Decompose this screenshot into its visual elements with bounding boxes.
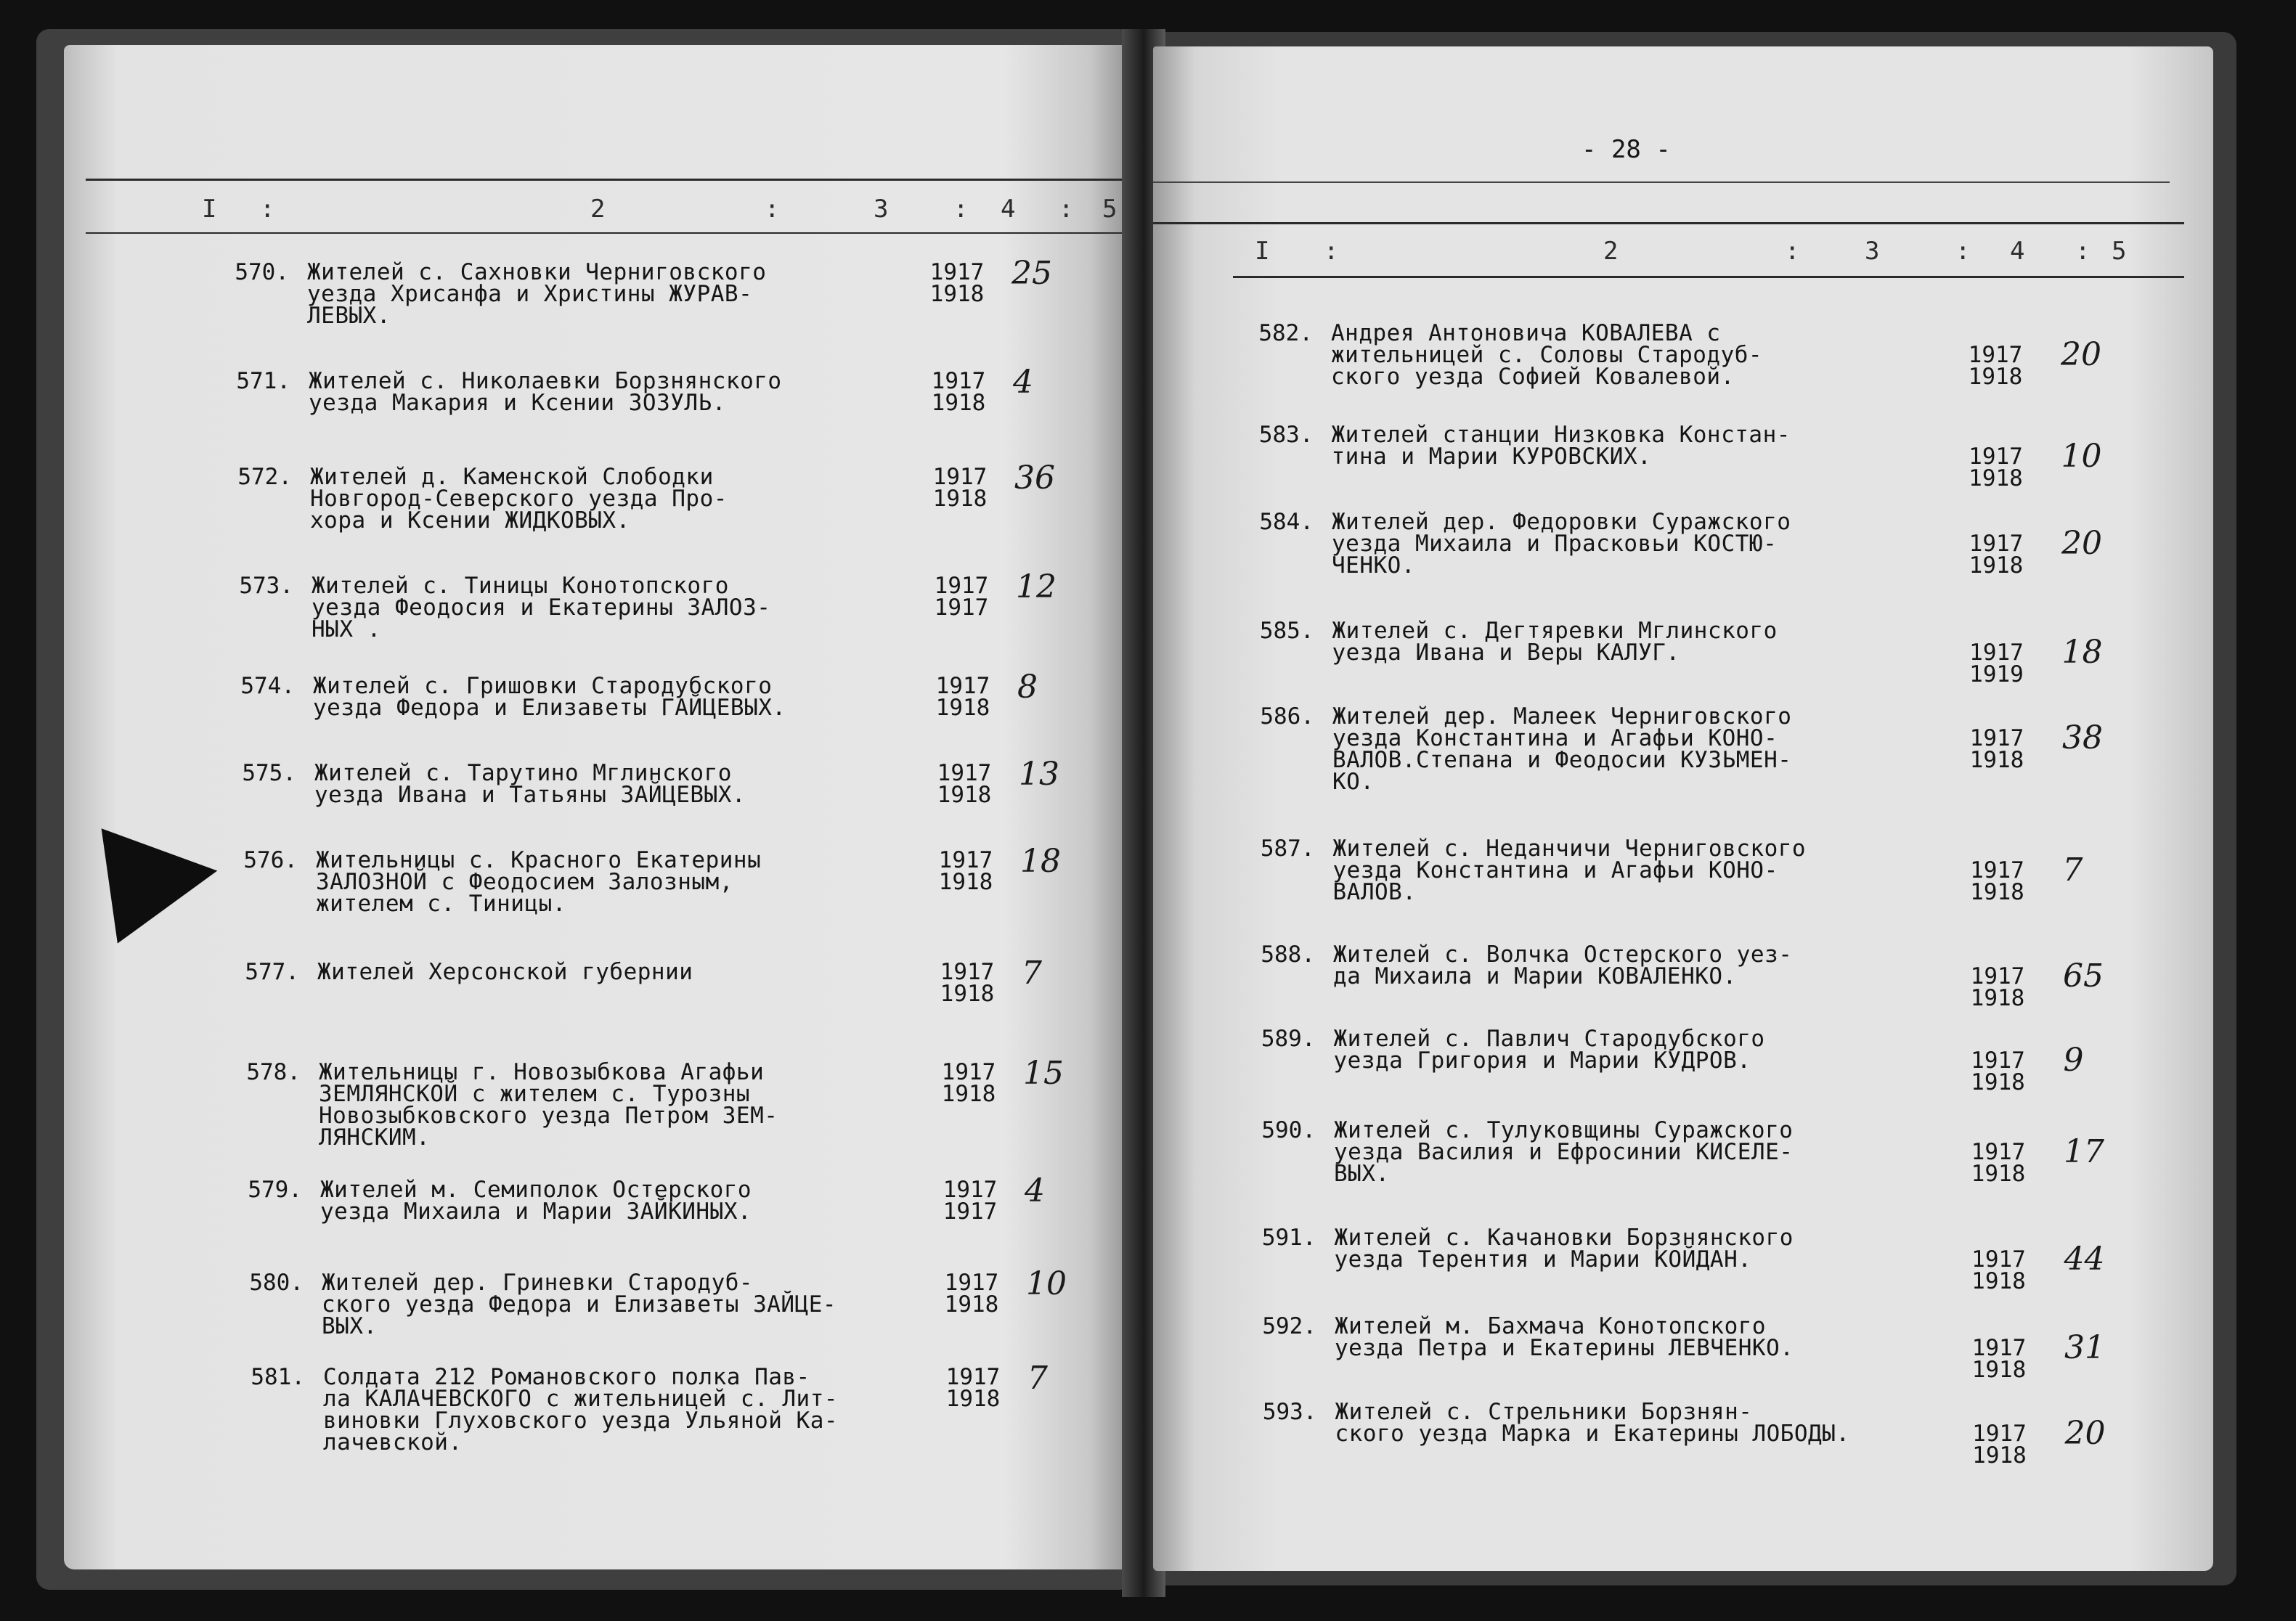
entry-years: 1917 1917 — [943, 1177, 998, 1225]
entry-count: 65 — [2063, 958, 2104, 995]
header-sep: : — [1324, 237, 1339, 266]
entry-years: 1917 1919 — [1969, 640, 2024, 687]
entry-text: Жителей Херсонской губернии — [317, 959, 693, 985]
header-col-2: 2 — [590, 195, 606, 224]
entry-number: 581. — [251, 1364, 305, 1390]
header-sep: : — [953, 195, 969, 224]
header-col-5: 5 — [2112, 237, 2127, 266]
register-entry — [205, 460, 1133, 568]
entry-count: 38 — [2062, 719, 2103, 756]
entry-count: 36 — [1014, 460, 1055, 497]
entry-number: 576. — [243, 847, 298, 873]
header-rule-top — [1153, 181, 2170, 183]
entry-number: 574. — [240, 673, 295, 699]
entry-number: 575. — [242, 760, 296, 786]
entry-text: Жителей дер. Малеек Черниговского уезда Константина и Агафьи КОНО- ВАЛОВ.Степана и Феодосии КУЗЬМЕН- КО. — [1332, 703, 1792, 795]
entry-count: 7 — [1022, 955, 1042, 992]
header-col-2: 2 — [1603, 237, 1619, 266]
entry-count: 15 — [1023, 1055, 1064, 1092]
entry-years: 1917 1918 — [1971, 1335, 2027, 1383]
entry-count: 10 — [2061, 438, 2102, 475]
entry-text: Жителей дер. Гриневки Стародуб- ского уезда Федора и Елизаветы ЗАЙЦЕ- ВЫХ. — [322, 1270, 837, 1339]
entry-text: Жителей с. Качановки Борзнянского уезда Терентия и Марии КОЙДАН. — [1334, 1225, 1794, 1273]
entry-count: 31 — [2064, 1329, 2105, 1366]
entry-count: 7 — [1027, 1360, 1048, 1397]
entry-count: 4 — [1013, 364, 1033, 401]
entry-count: 8 — [1017, 669, 1038, 706]
entry-number: 578. — [246, 1059, 301, 1085]
header-rule-top — [86, 179, 1131, 181]
header-rule-bottom — [1233, 276, 2184, 278]
entry-text: Жителей с. Стрельники Борзнян- ского уезда Марка и Екатерины ЛОБОДЫ. — [1335, 1399, 1850, 1447]
entry-text: Жителей с. Неданчичи Черниговского уезда Константина и Агафьи КОНО- ВАЛОВ. — [1332, 836, 1807, 905]
header-col-1: I — [1255, 237, 1270, 266]
entry-number: 592. — [1262, 1313, 1316, 1339]
entry-years: 1917 1918 — [1971, 1139, 2026, 1187]
header-sep: : — [260, 195, 275, 224]
entry-number: 590. — [1261, 1117, 1316, 1143]
entry-years: 1917 1918 — [1970, 963, 2025, 1011]
entry-count: 4 — [1025, 1172, 1045, 1209]
header-sep: : — [765, 195, 780, 224]
entry-text: Жителей с. Тиницы Конотопского уезда Феодосия и Екатерины ЗАЛОЗ- НЫХ . — [312, 573, 771, 642]
entry-number: 589. — [1261, 1026, 1316, 1052]
entry-text: Жителей дер. Федоровки Суражского уезда Михаила и Прасковьи КОСТЮ- ЧЕНКО. — [1332, 509, 1791, 579]
register-entry — [1229, 1119, 2173, 1221]
entry-years: 1917 1918 — [941, 1059, 996, 1107]
page-tab-notch — [102, 813, 226, 943]
header-sep: : — [1955, 237, 1971, 266]
header-col-4: 4 — [1001, 195, 1016, 224]
entry-number: 579. — [248, 1177, 302, 1203]
register-entry — [213, 1055, 1133, 1163]
entry-count: 44 — [2064, 1241, 2105, 1278]
header-sep: : — [2075, 237, 2091, 266]
header-sep: : — [1059, 195, 1074, 224]
register-entry — [218, 1360, 1133, 1468]
entry-text: Жителей д. Каменской Слободки Новгород-Северского уезда Про- хора и Ксении ЖИДКОВЫХ. — [310, 464, 728, 534]
entry-years: 1917 1918 — [1969, 444, 2023, 491]
entry-number: 586. — [1260, 703, 1314, 730]
entry-text: Жительницы г. Новозыбкова Агафьи ЗЕМЛЯНСКОЙ с жителем с. Турозны Новозыбковского уезда Петром ЗЕМ- ЛЯНСКИМ. — [319, 1059, 778, 1151]
entry-text: Жителей с. Сахновки Черниговского уезда Хрисанфа и Христины ЖУРАВ- ЛЕВЫХ. — [307, 259, 767, 329]
entry-text: Жителей с. Волчка Остерского уез- да Михаила и Марии КОВАЛЕНКО. — [1333, 942, 1793, 989]
register-entry — [1230, 1401, 2174, 1503]
register-entry — [1226, 322, 2170, 424]
register-entry — [212, 955, 1133, 1063]
entry-years: 1917 1918 — [1969, 725, 2024, 773]
entry-number: 585. — [1259, 618, 1314, 644]
entry-count: 25 — [1011, 255, 1052, 292]
entry-count: 12 — [1016, 568, 1057, 605]
entry-years: 1917 1918 — [938, 847, 993, 895]
header-col-1: I — [202, 195, 217, 224]
register-entry — [1227, 703, 2171, 807]
entry-text: Солдата 212 Романовского полка Пав- ла КАЛАЧЕВСКОГО с жительницей с. Лит- виновки Глуховского уезда Ульяной Ка- лачевской. — [323, 1364, 839, 1455]
entry-years: 1917 1918 — [940, 959, 995, 1007]
entry-text: Жителей с. Тарутино Мглинского уезда Ивана и Татьяны ЗАЙЦЕВЫХ. — [314, 760, 746, 808]
header-col-3: 3 — [1865, 237, 1880, 266]
entry-text: Жительницы с. Красного Екатерины ЗАЛОЗНОЙ с Феодосием Залозным, жителем с. Тиницы. — [316, 847, 762, 917]
register-entry — [1228, 838, 2172, 939]
entry-count: 17 — [2064, 1133, 2104, 1170]
entry-years: 1917 1918 — [932, 464, 988, 512]
right-page — [1153, 46, 2213, 1571]
entry-years: 1917 1918 — [1972, 1421, 2027, 1469]
entry-count: 20 — [2061, 525, 2102, 562]
left-page — [64, 45, 1133, 1569]
entry-years: 1917 1918 — [1970, 857, 2024, 905]
entry-number: 591. — [1261, 1225, 1316, 1251]
register-entry — [1226, 511, 2170, 613]
entry-years: 1917 1918 — [931, 368, 986, 416]
entry-number: 573. — [239, 573, 293, 599]
header-col-4: 4 — [2010, 237, 2025, 266]
register-entry — [203, 364, 1133, 472]
entry-text: Жителей с. Николаевки Борзнянского уезда Макария и Ксении ЗОЗУЛЬ. — [309, 368, 782, 416]
entry-number: 584. — [1259, 509, 1314, 535]
register-entry — [1229, 1028, 2173, 1130]
header-rule-bottom — [86, 232, 1131, 234]
entry-years: 1917 1918 — [1971, 1246, 2026, 1294]
entry-years: 1917 1918 — [945, 1364, 1001, 1412]
entry-text: Андрея Антоновича КОВАЛЕВА с жительницей с. Соловы Стародуб- ского уезда Софией Ковалевой. — [1331, 320, 1763, 390]
entry-number: 582. — [1258, 320, 1313, 346]
entry-count: 7 — [2062, 852, 2083, 889]
entry-number: 571. — [236, 368, 290, 394]
register-entry — [211, 843, 1133, 951]
header-col-3: 3 — [874, 195, 889, 224]
entry-count: 20 — [2064, 1415, 2106, 1452]
entry-number: 583. — [1258, 422, 1314, 448]
header-col-5: 5 — [1102, 195, 1118, 224]
entry-number: 577. — [245, 959, 299, 985]
entry-text: Жителей с. Гришовки Стародубского уезда Федора и Елизаветы ГАЙЦЕВЫХ. — [313, 673, 786, 721]
entry-text: Жителей с. Тулуковщины Суражского уезда Василия и Ефросинии КИСЕЛЕ- ВЫХ. — [1334, 1117, 1794, 1187]
entry-count: 20 — [2061, 336, 2101, 373]
entry-number: 570. — [235, 259, 289, 285]
entry-count: 18 — [2061, 634, 2103, 671]
header-sep: : — [1785, 237, 1800, 266]
register-entry — [202, 255, 1133, 363]
entry-count: 18 — [1020, 843, 1061, 880]
entry-count: 10 — [1026, 1265, 1067, 1302]
entry-count: 13 — [1019, 756, 1059, 793]
entry-years: 1917 1918 — [937, 760, 992, 808]
entry-years: 1917 1918 — [935, 673, 990, 721]
register-entry — [206, 568, 1133, 677]
entry-count: 9 — [2063, 1042, 2084, 1079]
entry-years: 1917 1918 — [1971, 1048, 2025, 1095]
entry-number: 572. — [237, 464, 292, 490]
register-entry — [215, 1172, 1133, 1281]
entry-text: Жителей м. Семиполок Остерского уезда Михаила и Марии ЗАЙКИНЫХ. — [320, 1177, 752, 1225]
entry-years: 1917 1918 — [944, 1270, 999, 1318]
entry-text: Жителей с. Дегтяревки Мглинского уезда Ивана и Веры КАЛУГ. — [1332, 618, 1778, 666]
entry-text: Жителей м. Бахмача Конотопского уезда Петра и Екатерины ЛЕВЧЕНКО. — [1335, 1313, 1794, 1361]
entry-years: 1917 1918 — [929, 259, 985, 307]
entry-years: 1917 1917 — [934, 573, 989, 621]
entry-years: 1917 1918 — [1968, 342, 2023, 390]
page-number: - 28 - — [1581, 135, 1671, 164]
register-entry — [216, 1265, 1133, 1373]
entry-years: 1917 1918 — [1969, 531, 2024, 579]
entry-number: 588. — [1261, 942, 1315, 968]
entry-text: Жителей станции Низковка Констан- тина и Марии КУРОВСКИХ. — [1331, 422, 1791, 470]
entry-number: 593. — [1262, 1399, 1317, 1425]
header-rule-mid — [1153, 222, 2184, 224]
entry-text: Жителей с. Павлич Стародубского уезда Григория и Марии КУДРОВ. — [1333, 1026, 1765, 1074]
entry-number: 580. — [249, 1270, 304, 1296]
entry-number: 587. — [1260, 836, 1315, 862]
